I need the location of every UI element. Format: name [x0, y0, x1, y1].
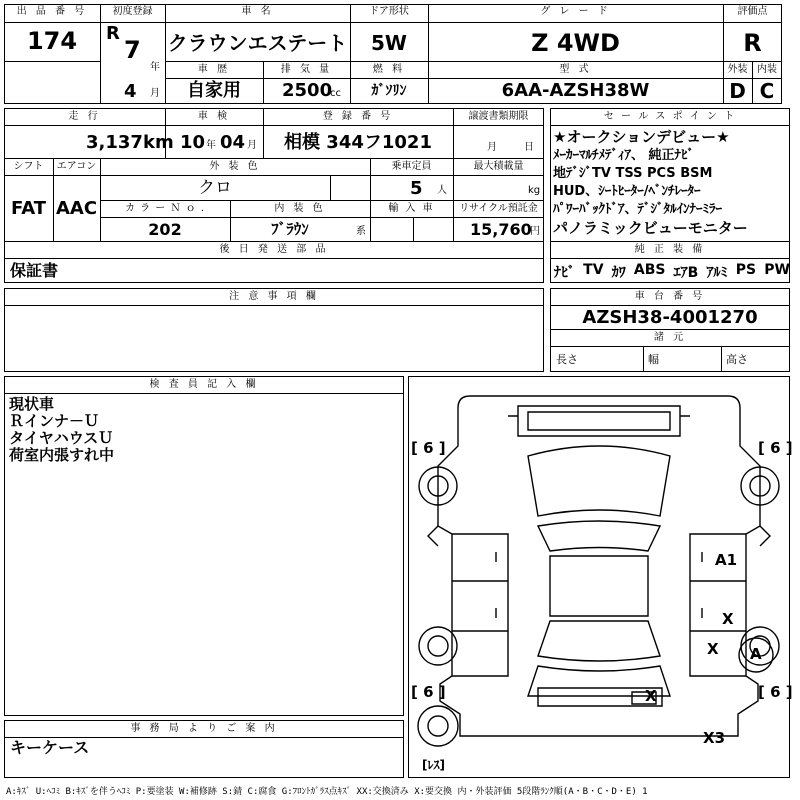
car-diagram [408, 376, 790, 778]
damage-mark: A1 [715, 551, 738, 569]
equip-item: ABS [633, 262, 666, 278]
selling-point-line: HUD、ｼｰﾄﾋｰﾀｰ/ﾍﾞﾝﾁﾚｰﾀｰ [553, 184, 701, 199]
exterior-header: 外装 [727, 64, 748, 75]
inspection-year: 10 [180, 132, 206, 153]
transfer-month-unit: 月 [487, 142, 497, 153]
inspector-note: Ｒインナ－Ｕ [9, 412, 100, 430]
exterior-color: クロ [198, 178, 232, 198]
inspection-year-unit: 年 [206, 140, 216, 151]
exterior-grade: D [729, 79, 746, 103]
registration-number: 相模 344フ1021 [284, 132, 432, 153]
selling-point-line: ﾒｰｶｰﾏﾙﾁﾒﾃﾞｨｱ、 純正ﾅﾋﾞ [553, 148, 695, 163]
inspector-header: 検 査 員 記 入 欄 [149, 379, 259, 390]
standard-equipment-header: 純 正 装 備 [634, 244, 706, 255]
model-header: 型 式 [559, 64, 592, 75]
reg-month: 4 [124, 81, 137, 102]
mileage-header: 走 行 [68, 111, 101, 122]
selling-points-header: セ ー ル ス ポ イ ン ト [603, 111, 737, 122]
int-color-unit: 系 [356, 226, 366, 237]
selling-point-line: パノラミックビューモニター [553, 219, 748, 237]
score-header: 評価点 [737, 6, 768, 17]
era: R [106, 23, 120, 44]
equip-item: ｱﾙﾐ [706, 265, 728, 281]
specs-header: 諸 元 [653, 332, 687, 343]
shift-type: FAT [10, 198, 47, 219]
equip-item: PS [735, 262, 757, 278]
fuel-header: 燃 料 [372, 64, 406, 75]
equip-item: ｴｱB [673, 265, 699, 281]
km-unit: km [143, 132, 174, 153]
spare-tire-label: [ﾚｽ] [422, 758, 445, 772]
ac-type: AAC [55, 198, 98, 219]
transfer-day-unit: 日 [524, 142, 534, 153]
reg-year: 7 [124, 36, 141, 64]
recycle-unit: 円 [530, 226, 540, 237]
selling-point-line: 地ﾃﾞｼﾞTV TSS PCS BSM [553, 166, 713, 181]
car-body-outline-icon [438, 396, 760, 736]
interior-color: ﾌﾞﾗｳﾝ [271, 220, 309, 238]
office-header: 事 務 局 よ り ご 案 内 [130, 723, 278, 734]
model-code: 6AA-AZSH38W [501, 80, 650, 101]
recycle-deposit: 15,760 [470, 220, 532, 239]
inspection-month: 04 [220, 132, 246, 153]
length-label: 長さ [556, 353, 578, 366]
legend: A:ｷｽﾞ U:ﾍｺﾐ B:ｷｽﾞを伴うﾍｺﾐ P:要塗装 W:補修跡 S:錆 C:腐食 G:ﾌﾛﾝﾄｶﾞﾗｽ点ｷｽﾞ XX:交換済み X:要交換 内・外装評価 5段階ﾗﾝｸ順(A・B・C・D・E) 1 [6, 787, 648, 797]
equip-item: PW [764, 262, 790, 278]
chassis-header: 車 台 番 号 [634, 291, 706, 302]
tire-fr-tread: [ 6 ] [758, 439, 793, 457]
displacement: 2500 [282, 80, 333, 101]
mileage: 3,137 [86, 132, 143, 153]
later-parts-header: 後 日 発 送 部 品 [219, 244, 329, 255]
inspector-note: 現状車 [9, 395, 55, 413]
first-reg-header: 初度登録 [112, 6, 153, 17]
equip-item: ﾅﾋﾞ [554, 265, 575, 281]
lot-number: 174 [26, 27, 78, 55]
month-unit: 月 [150, 88, 160, 99]
equip-item: ｶﾜ [611, 265, 626, 281]
overall-score: R [743, 29, 762, 57]
int-color-header: 内 装 色 [274, 203, 326, 214]
inspector-note: タイヤハウスＵ [9, 429, 114, 447]
displacement-header: 排 気 量 [280, 64, 333, 75]
inspector-note: 荷室内張すれ中 [9, 446, 115, 464]
tire-rr-tread: [ 6 ] [758, 683, 793, 701]
door-header: ドア形状 [369, 6, 409, 17]
tire-rl-tread: [ 6 ] [411, 683, 446, 701]
selling-point-line: ★オークションデビュー★ [553, 128, 730, 146]
damage-mark: X [645, 687, 657, 705]
chassis-number: AZSH38-4001270 [582, 307, 758, 328]
ac-header: エアコン [56, 161, 97, 172]
car-name: クラウンエステート [167, 31, 348, 55]
cc-unit: cc [330, 88, 341, 99]
interior-header: 内装 [757, 64, 777, 75]
history-header: 車 歴 [197, 64, 231, 75]
fuel-type: ｶﾞｿﾘﾝ [371, 83, 407, 99]
transfer-docs-header: 譲渡書類期限 [468, 111, 529, 122]
max-load-header: 最大積載量 [473, 161, 524, 172]
capacity-unit: 人 [437, 185, 447, 196]
year-unit: 年 [150, 62, 160, 73]
color-no-header: カ ラ ー Ｎ ｏ . [124, 203, 206, 214]
interior-grade: C [759, 79, 775, 103]
door-type: 5W [371, 31, 407, 55]
vehicle-history: 自家用 [187, 80, 241, 101]
standard-equipment-list [554, 262, 790, 282]
capacity-header: 乗車定員 [391, 161, 432, 172]
height-label: 高さ [726, 353, 748, 366]
registration-header: 登 録 番 号 [322, 111, 394, 122]
damage-mark: A [750, 645, 762, 663]
recycle-header: リサイクル預託金 [459, 203, 538, 214]
damage-mark: X3 [703, 729, 726, 747]
lot-no-header: 出 品 番 号 [16, 6, 88, 17]
max-load-unit: kg [528, 185, 541, 196]
import-header: 輸 入 車 [388, 203, 435, 214]
shift-header: シフト [13, 161, 44, 172]
equip-item: TV [583, 262, 604, 278]
ext-color-header: 外 装 色 [209, 161, 261, 172]
later-parts: 保証書 [10, 261, 59, 280]
grade-header: グ レ ー ド [540, 6, 611, 17]
notes-header: 注 意 事 項 欄 [229, 291, 319, 302]
grade: Z 4WD [531, 29, 620, 57]
color-number: 202 [148, 220, 182, 239]
office-note: キーケース [10, 738, 90, 757]
inspection-header: 車 検 [197, 111, 231, 122]
car-name-header: 車 名 [241, 6, 274, 17]
width-label: 幅 [648, 353, 659, 366]
capacity: 5 [410, 178, 423, 199]
tire-fl-tread: [ 6 ] [411, 439, 446, 457]
damage-mark: X [722, 610, 734, 628]
selling-point-line: ﾊﾟﾜｰﾊﾞｯｸﾄﾞｱ、ﾃﾞｼﾞﾀﾙｲﾝﾅｰﾐﾗｰ [553, 202, 723, 217]
inspection-month-unit: 月 [247, 140, 257, 151]
damage-mark: X [707, 640, 719, 658]
